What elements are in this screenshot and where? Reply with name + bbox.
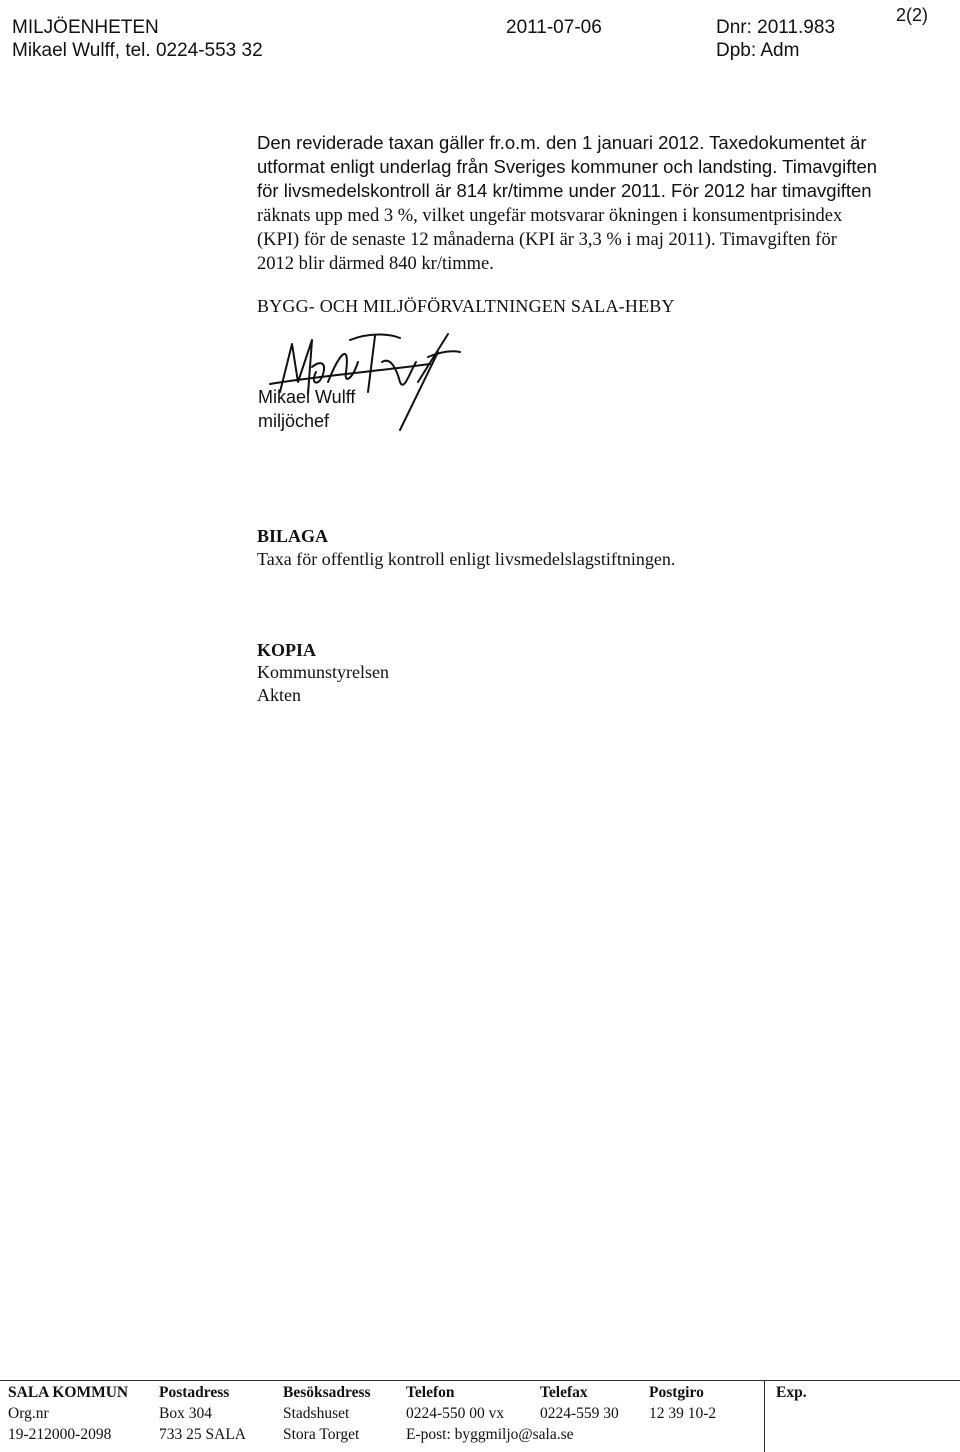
footer-cell: 0224-559 30 xyxy=(540,1405,619,1422)
kopia-recipient: Akten xyxy=(257,685,301,705)
body-line: (KPI) för de senaste 12 månaderna (KPI är 3,3 % i maj 2011). Timavgiften för xyxy=(257,229,837,250)
footer-cell: 19-212000-2098 xyxy=(8,1426,112,1443)
page-number: 2(2) xyxy=(896,5,929,25)
footer-header: SALA KOMMUN xyxy=(8,1384,129,1401)
footer-cell: 12 39 10-2 xyxy=(649,1405,717,1422)
footer-cell: Org.nr xyxy=(8,1405,49,1422)
header-dpb: Dpb: Adm xyxy=(716,40,800,61)
bilaga-text: Taxa för offentlig kontroll enligt livsmedelslagstiftningen. xyxy=(257,549,676,569)
header-date: 2011-07-06 xyxy=(506,17,602,38)
kopia-recipient: Kommunstyrelsen xyxy=(257,662,389,682)
bilaga-heading: BILAGA xyxy=(257,526,329,546)
footer-cell: Stora Torget xyxy=(283,1426,360,1443)
footer-header: Telefon xyxy=(406,1384,455,1401)
footer-header: Telefax xyxy=(540,1384,588,1401)
footer-cell: Box 304 xyxy=(159,1405,212,1422)
footer-email: E-post: byggmiljo@sala.se xyxy=(406,1426,574,1443)
footer-header: Besöksadress xyxy=(283,1384,371,1401)
body-line: 2012 blir därmed 840 kr/timme. xyxy=(257,254,494,275)
body-line: för livsmedelskontroll är 814 kr/timme under 2011. För 2012 har timavgiften xyxy=(257,180,872,202)
organization-name: BYGG- OCH MILJÖFÖRVALTNINGEN SALA-HEBY xyxy=(257,296,675,316)
footer-cell: Stadshuset xyxy=(283,1405,350,1422)
footer-column-divider xyxy=(764,1381,765,1452)
signer-name: Mikael Wulff xyxy=(258,387,356,407)
header-contact: Mikael Wulff, tel. 0224-553 32 xyxy=(12,40,263,61)
body-line: utformat enligt underlag från Sveriges kommuner och landsting. Timavgiften xyxy=(257,156,878,178)
kopia-heading: KOPIA xyxy=(257,640,317,660)
footer-header: Exp. xyxy=(776,1384,807,1401)
body-line: räknats upp med 3 %, vilket ungefär motsvarar ökningen i konsumentprisindex xyxy=(257,205,843,226)
footer-header: Postgiro xyxy=(649,1384,704,1401)
footer-header: Postadress xyxy=(159,1384,230,1401)
body-line: Den reviderade taxan gäller fr.o.m. den 1 januari 2012. Taxedokumentet är xyxy=(257,132,867,153)
header-dnr: Dnr: 2011.983 xyxy=(716,17,836,38)
signer-title: miljöchef xyxy=(258,411,330,431)
header-unit: MILJÖENHETEN xyxy=(12,17,159,38)
body-paragraph xyxy=(257,131,947,276)
footer-divider xyxy=(0,1380,960,1381)
footer-cell: 0224-550 00 vx xyxy=(406,1405,505,1422)
footer-cell: 733 25 SALA xyxy=(159,1426,246,1443)
